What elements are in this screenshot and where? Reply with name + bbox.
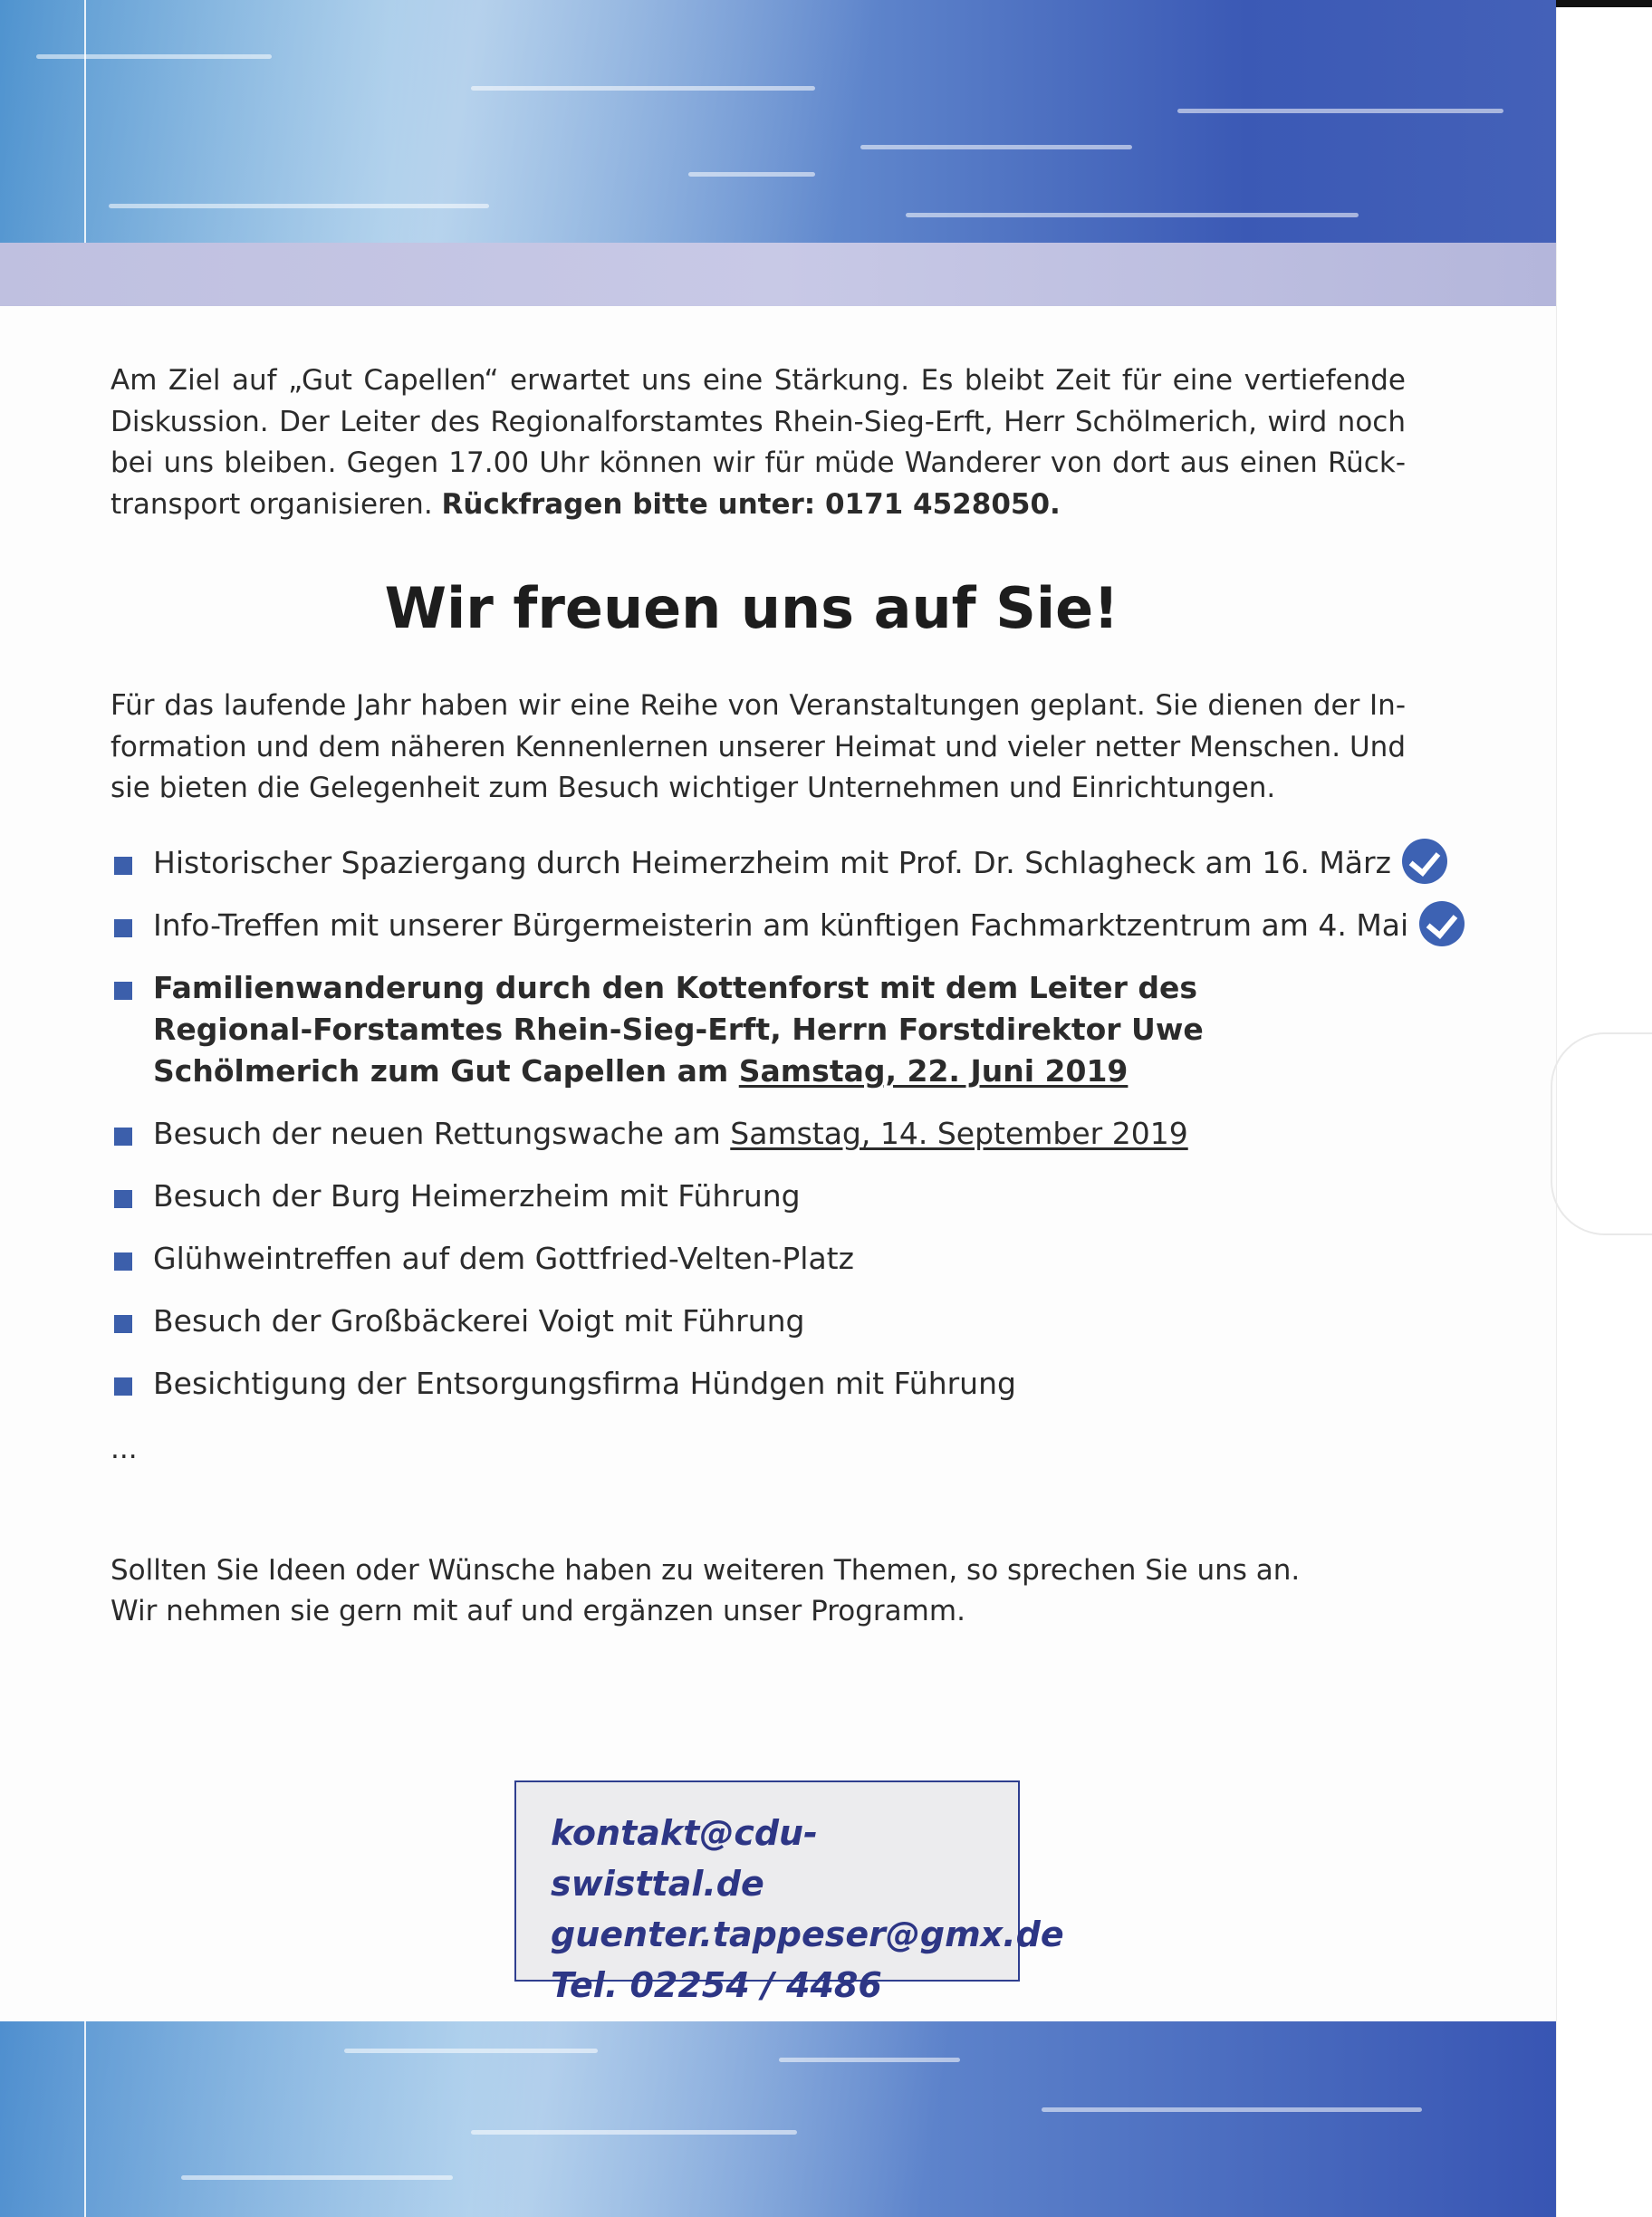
contact-email-primary: kontakt@cdu-swisttal.de xyxy=(551,1813,818,1904)
contact-box xyxy=(514,1780,1064,2005)
bullet-square-icon xyxy=(114,1252,132,1271)
footer-banner xyxy=(0,2021,1556,2217)
contact-phone-note: Rückfragen bitte unter: 0171 4528050. xyxy=(441,487,1061,521)
contact-email-secondary: guenter.tappeser@gmx.de xyxy=(551,1915,1064,1954)
checkmark-icon xyxy=(1419,901,1465,946)
event-item: Besichtigung der Entsorgungsfirma Hündgen mit Führung xyxy=(110,1363,1469,1405)
event-item: Besuch der Großbäckerei Voigt mit Führung xyxy=(110,1300,1469,1342)
bullet-square-icon xyxy=(114,982,132,1000)
event-item: Familienwanderung durch den Kottenforst mit dem Leiter des Regional-Forstamtes Rhein-Sieg-Erft, Herrn Forstdirektor Uwe Schölmerich zum Gut Capellen am Samstag, 22. Juni 2019 xyxy=(110,967,1330,1092)
header-strip xyxy=(0,243,1556,306)
event-list xyxy=(110,842,1469,1405)
scan-corner xyxy=(1556,0,1652,7)
event-item: Info-Treffen mit unserer Bürgermeisterin am künftigen Fachmarktzentrum am 4. Mai xyxy=(110,905,1469,946)
event-item: Historischer Spaziergang durch Heimerzheim mit Prof. Dr. Schlagheck am 16. März xyxy=(110,842,1469,884)
event-item: Besuch der Burg Heimerzheim mit Führung xyxy=(110,1176,1469,1217)
bullet-square-icon xyxy=(114,919,132,937)
event-item: Besuch der neuen Rettungswache am Samstag, 14. September 2019 xyxy=(110,1113,1469,1155)
program-intro: Für das laufende Jahr haben wir eine Reihe von Veranstaltungen geplant. Sie dienen der Information und dem näheren Kennenlernen unserer Heimat und vieler netter Menschen. Und sie bieten die Gelegenheit zum Besuch wichtiger Unternehmen und Einrichtungen. xyxy=(110,689,1406,804)
event-date: Samstag, 14. September 2019 xyxy=(730,1116,1188,1151)
header-banner xyxy=(0,0,1556,243)
contact-phone: Tel. 02254 / 4486 xyxy=(551,1965,882,2005)
bullet-square-icon xyxy=(114,1190,132,1208)
event-date: Samstag, 22. Juni 2019 xyxy=(738,1053,1129,1089)
fold-mark xyxy=(1551,1032,1652,1235)
bullet-square-icon xyxy=(114,1377,132,1396)
event-item: Glühweintreffen auf dem Gottfried-Velten-Platz xyxy=(110,1238,1469,1280)
closing-paragraph: Sollten Sie Ideen oder Wünsche haben zu weiteren Themen, so sprechen Sie uns an. Wir nehmen sie gern mit auf und ergänzen unser Programm. xyxy=(110,1554,1301,1627)
bullet-square-icon xyxy=(114,857,132,875)
bullet-square-icon xyxy=(114,1315,132,1333)
intro-paragraph: Am Ziel auf „Gut Capellen“ erwartet uns eine Stärkung. Es bleibt Zeit für eine vertiefende Diskussion. Der Leiter des Regionalforstamtes Rhein-Sieg-Erft, Herr Schölmerich, wird noch bei uns bleiben. Gegen 17.00 Uhr können wir für müde Wanderer von dort aus einen Rücktransport organisieren. Rückfragen bitte unter: 0171 4528050. xyxy=(110,364,1406,521)
headline: Wir freuen uns auf Sie! xyxy=(384,575,1119,641)
ellipsis: ... xyxy=(110,1433,138,1465)
checkmark-icon xyxy=(1402,839,1447,884)
bullet-square-icon xyxy=(114,1128,132,1146)
